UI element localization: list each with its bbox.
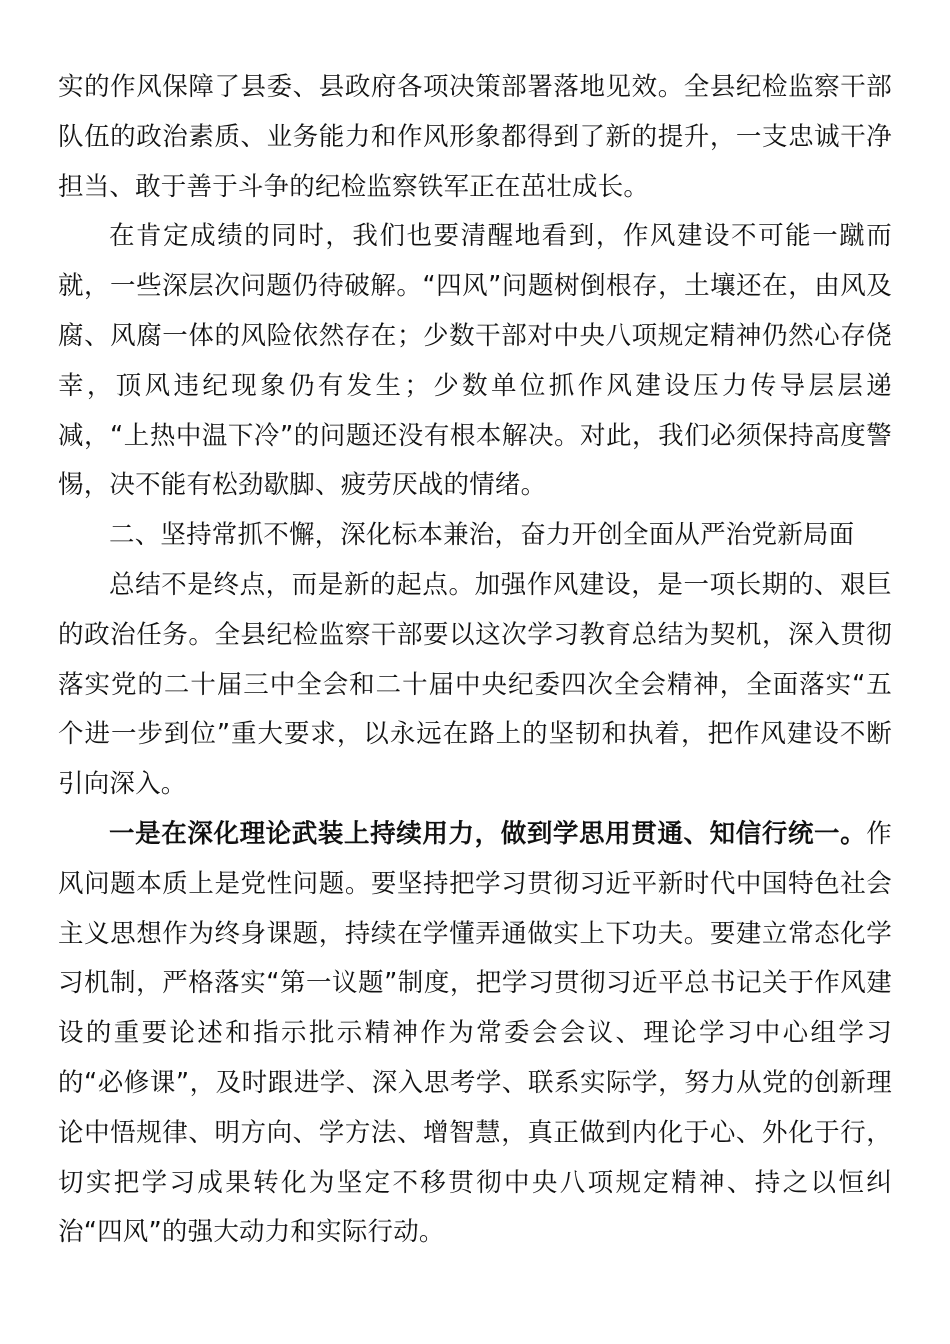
paragraph-2-text: 在肯定成绩的同时，我们也要清醒地看到，作风建设不可能一蹴而就，一些深层次问题仍待破解。“四风”问题树倒根存，土壤还在，由风及腐、风腐一体的风险依然存在；少数干部对中央八项规定精神仍然心存侥幸，顶风违纪现象仍有发生；少数单位抓作风建设压力传导层层递减，“上热中温下冷”的问题还没有根本解决。对此，我们必须保持高度警惕，决不能有松劲歇脚、疲劳厌战的情绪。 [58,221,892,501]
section-heading-2 [58,511,892,561]
paragraph-3-text: 总结不是终点，而是新的起点。加强作风建设，是一项长期的、艰巨的政治任务。全县纪检监察干部要以这次学习教育总结为契机，深入贯彻落实党的二十届三中全会和二十届中央纪委四次全会精神，全面落实“五个进一步到位”重大要求，以永远在路上的坚韧和执着，把作风建设不断引向深入。 [58,569,892,800]
paragraph-2 [58,212,892,511]
paragraph-1 [58,63,892,212]
paragraph-3 [58,561,892,810]
paragraph-4-lead: 一是在深化理论武装上持续用力，做到学思用贯通、知信行统一。 [109,818,867,849]
paragraph-4 [58,810,892,1258]
paragraph-4-text: 作风问题本质上是党性问题。要坚持把学习贯彻习近平新时代中国特色社会主义思想作为终身课题，持续在学懂弄通做实上下功夫。要建立常态化学习机制，严格落实“第一议题”制度，把学习贯彻习近平总书记关于作风建设的重要论述和指示批示精神作为常委会会议、理论学习中心组学习的“必修课”，及时跟进学、深入思考学、联系实际学，努力从党的创新理论中悟规律、明方向、学方法、增智慧，真正做到内化于心、外化于行，切实把学习成果转化为坚定不移贯彻中央八项规定精神、持之以恒纠治“四风”的强大动力和实际行动。 [58,818,892,1248]
section-heading-2-text: 二、坚持常抓不懈，深化标本兼治，奋力开创全面从严治党新局面 [109,520,855,551]
paragraph-1-text: 实的作风保障了县委、县政府各项决策部署落地见效。全县纪检监察干部队伍的政治素质、业务能力和作风形象都得到了新的提升，一支忠诚干净担当、敢于善于斗争的纪检监察铁军正在茁壮成长。 [58,72,892,202]
